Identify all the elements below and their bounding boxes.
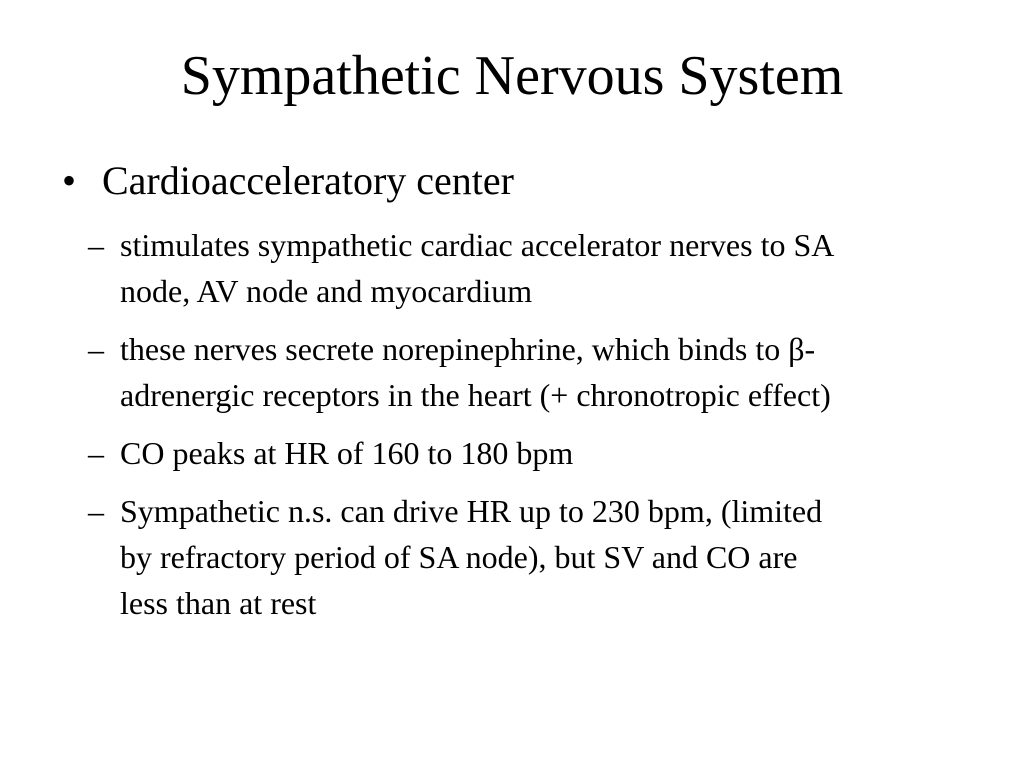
sub-bullet-line: CO peaks at HR of 160 to 180 bpm bbox=[120, 435, 574, 471]
main-bullet-text: Cardioacceleratory center bbox=[102, 158, 514, 203]
sub-bullet-line: node, AV node and myocardium bbox=[120, 273, 533, 309]
sub-bullet-line: less than at rest bbox=[120, 585, 317, 621]
dash-marker: – bbox=[88, 331, 104, 367]
sub-bullet-item bbox=[88, 430, 1018, 476]
sub-bullet-item bbox=[88, 222, 1018, 314]
main-bullet bbox=[62, 153, 514, 209]
sub-bullet-item bbox=[88, 326, 1018, 418]
bullet-marker: • bbox=[62, 158, 77, 203]
sub-bullet-line: by refractory period of SA node), but SV and CO are bbox=[120, 539, 798, 575]
sub-bullet-list bbox=[88, 222, 1018, 638]
sub-bullet-line: adrenergic receptors in the heart (+ chronotropic effect) bbox=[120, 377, 831, 413]
sub-bullet-line: Sympathetic n.s. can drive HR up to 230 bpm, (limited bbox=[120, 493, 823, 529]
sub-bullet-item bbox=[88, 488, 1018, 626]
slide-title: Sympathetic Nervous System bbox=[180, 45, 844, 107]
dash-marker: – bbox=[88, 493, 104, 529]
sub-bullet-line: stimulates sympathetic cardiac accelerator nerves to SA bbox=[120, 227, 835, 263]
sub-bullet-line: these nerves secrete norepinephrine, which binds to β- bbox=[120, 331, 816, 367]
dash-marker: – bbox=[88, 435, 104, 471]
dash-marker: – bbox=[88, 227, 104, 263]
